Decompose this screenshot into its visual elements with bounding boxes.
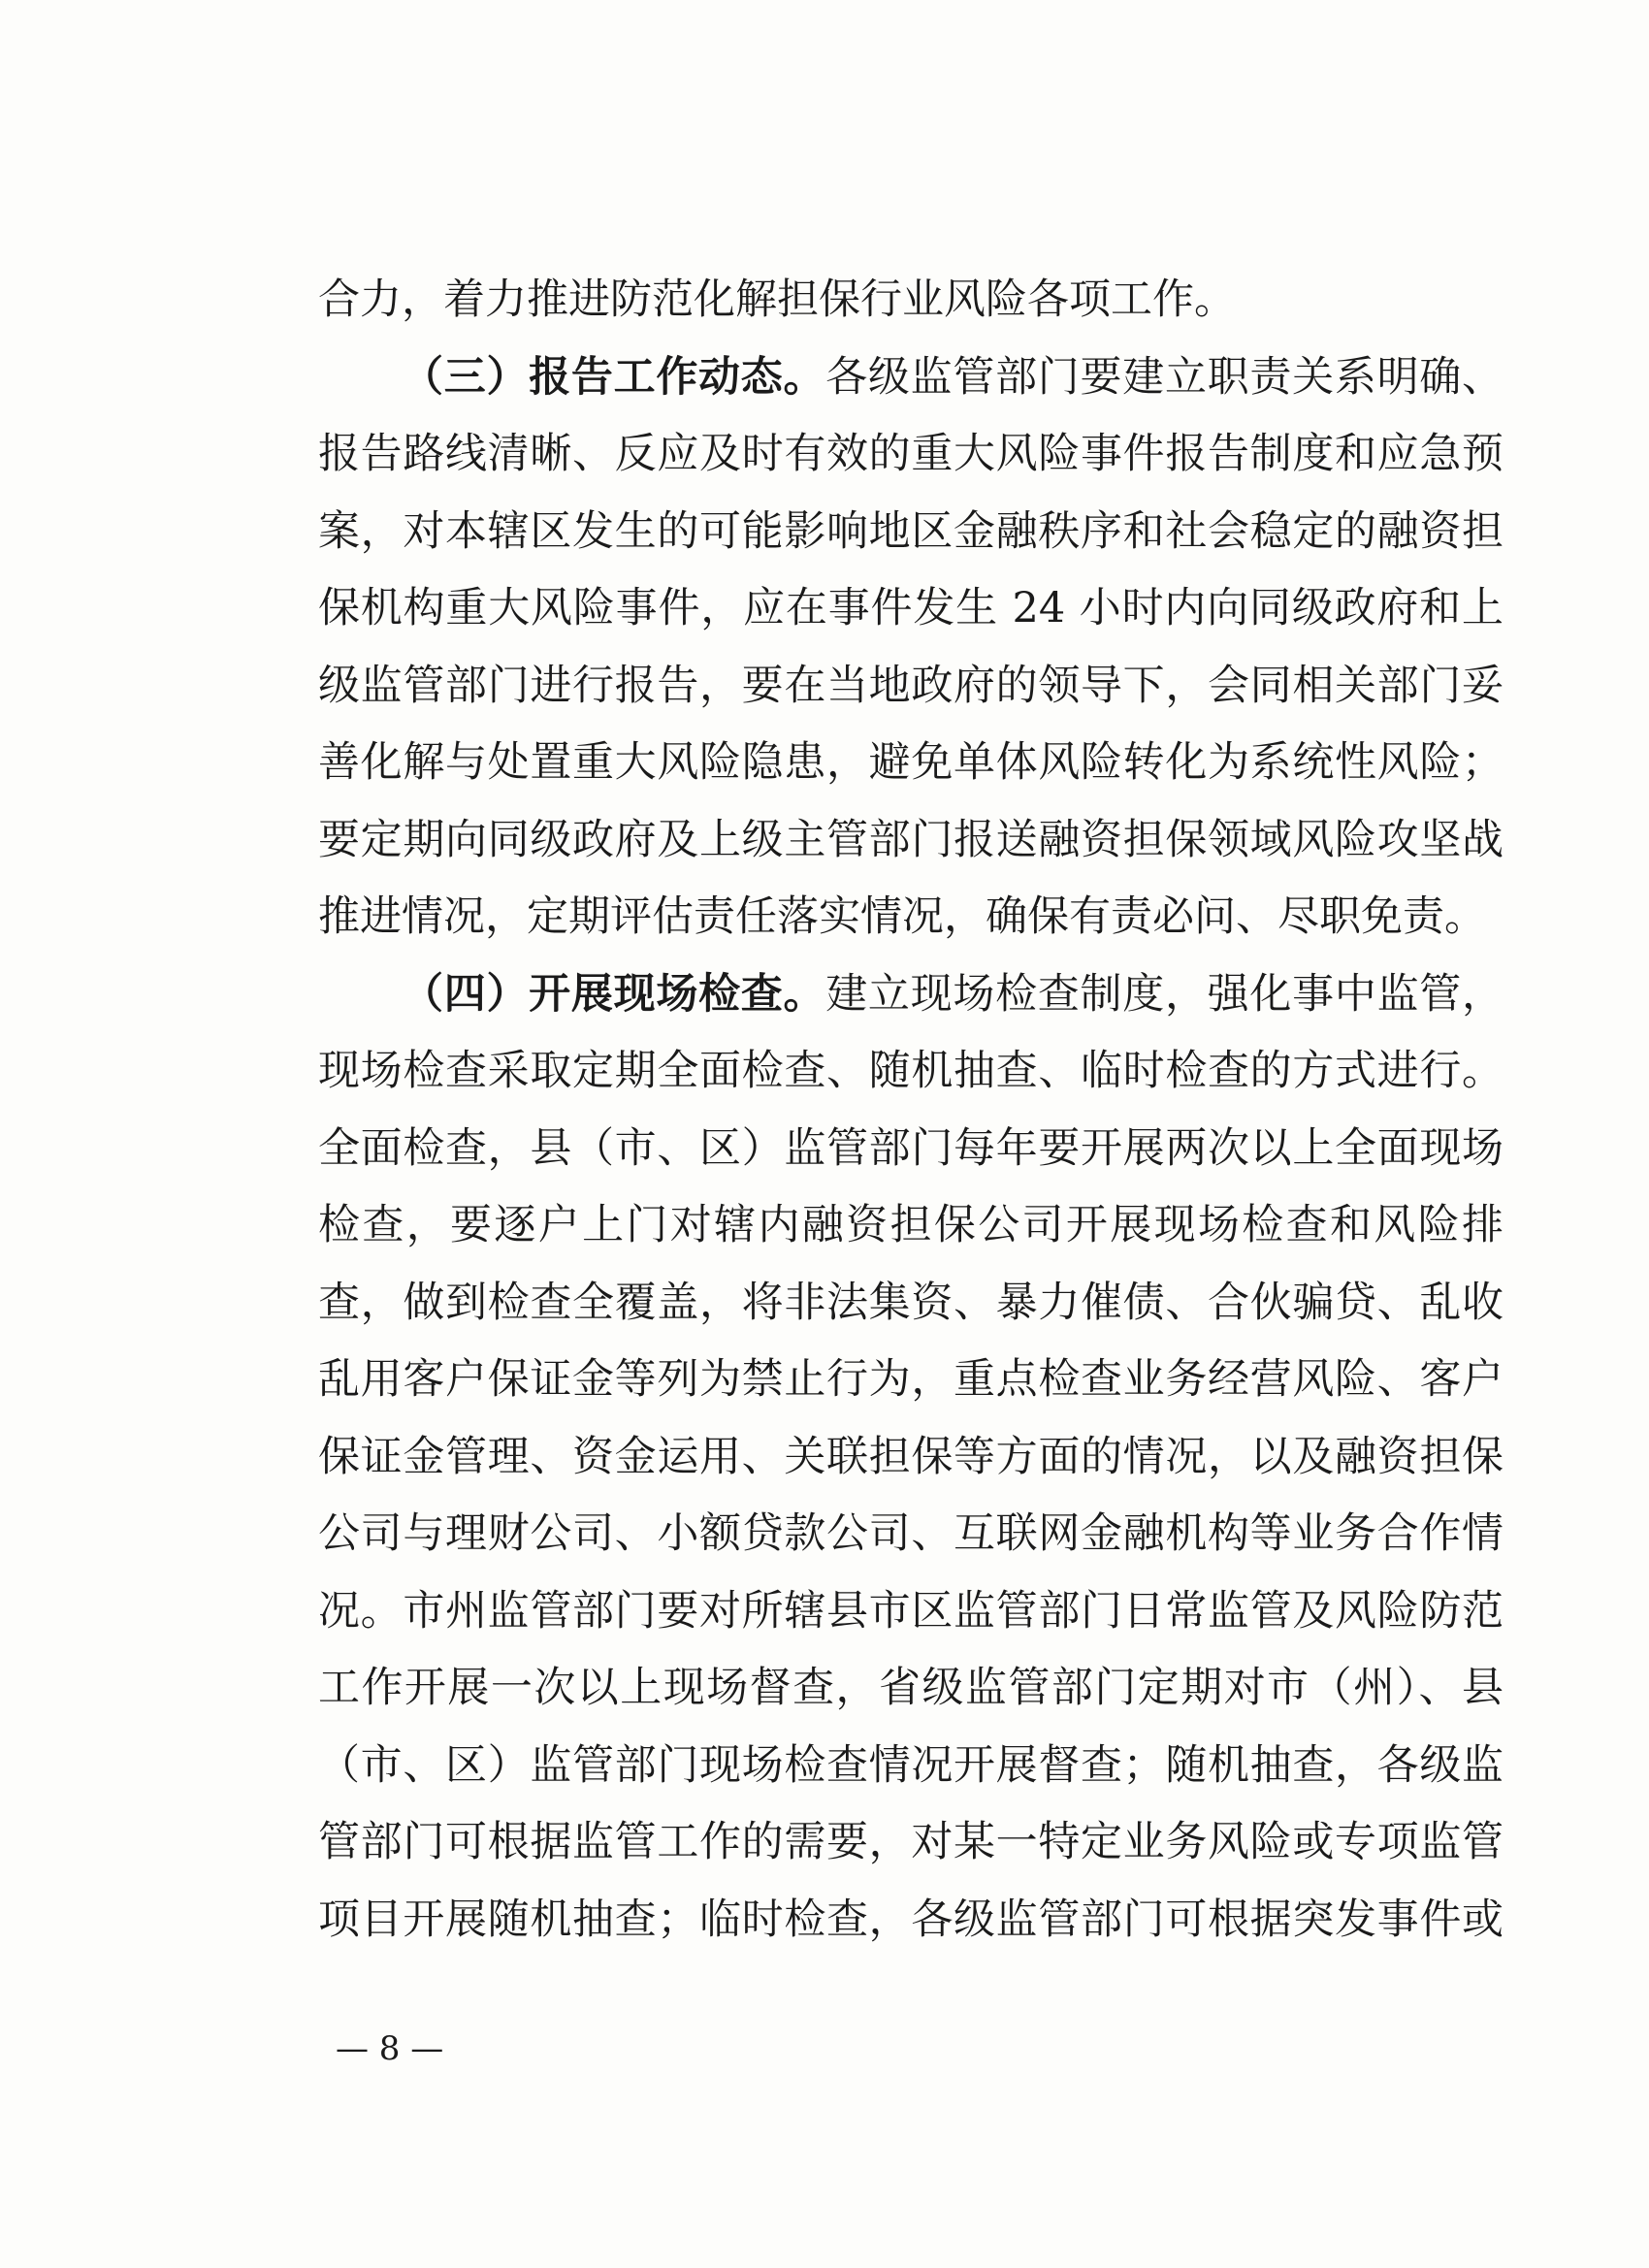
text-line: 善化解与处置重大风险隐患，避免单体风险转化为系统性风险； — [318, 738, 1504, 787]
text-line: 合力，着力推进防范化解担保行业风险各项工作。 — [318, 275, 1236, 324]
text-line: 检查，要逐户上门对辖内融资担保公司开展现场检查和风险排 — [318, 1201, 1504, 1249]
section-heading: （四）开展现场检查。 — [402, 969, 826, 1019]
text-line: 报告路线清晰、反应及时有效的重大风险事件报告制度和应急预 — [318, 430, 1504, 478]
text-line: 管部门可根据监管工作的需要，对某一特定业务风险或专项监管 — [318, 1818, 1504, 1866]
text-line: 要定期向同级政府及上级主管部门报送融资担保领域风险攻坚战 — [318, 815, 1504, 864]
text-line: 查，做到检查全覆盖，将非法集资、暴力催债、合伙骗贷、乱收 — [318, 1278, 1504, 1327]
text-line: 全面检查，县（市、区）监管部门每年要开展两次以上全面现场 — [318, 1123, 1504, 1173]
text-line: 项目开展随机抽查；临时检查，各级监管部门可根据突发事件或 — [318, 1895, 1504, 1944]
text-line: （市、区）监管部门现场检查情况开展督查；随机抽查，各级监 — [318, 1740, 1504, 1790]
text-line: 级监管部门进行报告，要在当地政府的领导下，会同相关部门妥 — [318, 661, 1504, 710]
body-text — [318, 262, 1504, 1959]
text-line: 现场检查采取定期全面检查、随机抽查、临时检查的方式进行。 — [318, 1047, 1504, 1095]
text-line: 况。市州监管部门要对所辖县市区监管部门日常监管及风险防范 — [318, 1586, 1504, 1636]
text-line: （四）开展现场检查。建立现场检查制度，强化事中监管， — [402, 969, 1504, 1019]
text-line: 案，对本辖区发生的可能影响地区金融秩序和社会稳定的融资担 — [318, 506, 1504, 556]
text-line: 保机构重大风险事件，应在事件发生 24 小时内向同级政府和上 — [318, 584, 1504, 632]
page-number: — 8 — — [336, 2029, 444, 2068]
text-line: 推进情况，定期评估责任落实情况，确保有责必问、尽职免责。 — [318, 892, 1486, 941]
text-line: 保证金管理、资金运用、关联担保等方面的情况，以及融资担保 — [318, 1432, 1504, 1481]
text-line: （三）报告工作动态。各级监管部门要建立职责关系明确、 — [402, 352, 1504, 402]
section-heading: （三）报告工作动态。 — [402, 352, 826, 402]
text-line: 工作开展一次以上现场督查，省级监管部门定期对市（州）、县 — [318, 1664, 1504, 1712]
text-line: 公司与理财公司、小额贷款公司、互联网金融机构等业务合作情 — [318, 1509, 1504, 1558]
text-line: 乱用客户保证金等列为禁止行为，重点检查业务经营风险、客户 — [318, 1355, 1504, 1404]
